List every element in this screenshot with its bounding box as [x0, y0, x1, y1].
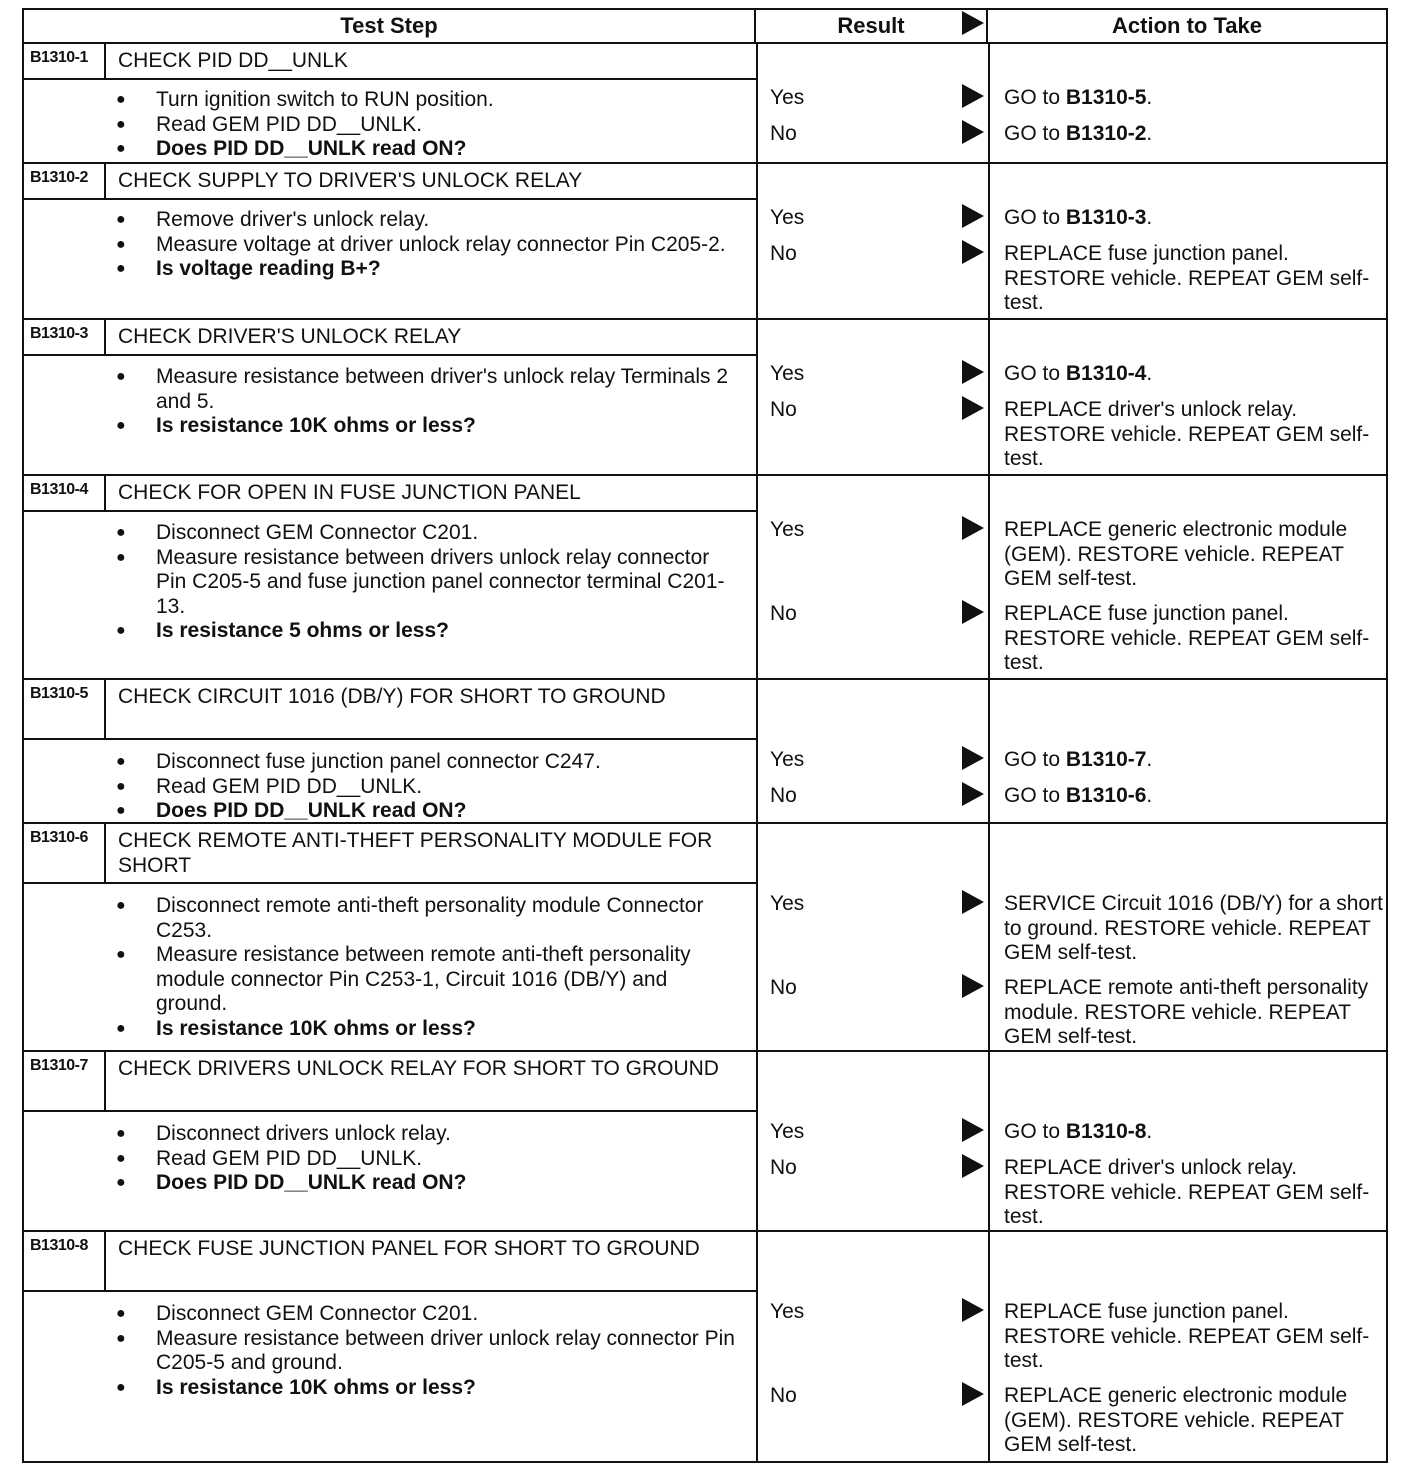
action-no — [1004, 1384, 1384, 1458]
action-suffix: . — [1146, 1120, 1153, 1143]
step-title: CHECK FUSE JUNCTION PANEL FOR SHORT TO GROUND — [118, 1237, 700, 1260]
step-row-b1310-3 — [22, 320, 1388, 476]
step-question: ● Is resistance 10K ohms or less? — [116, 1017, 736, 1042]
action-prefix: GO to — [1004, 748, 1066, 771]
instruction-item: ● Disconnect drivers unlock relay. — [116, 1122, 736, 1147]
instruction-item: ● Measure resistance between driver's unlock relay Terminals 2 and 5. — [116, 365, 736, 414]
header-arrow-icon — [962, 11, 984, 35]
action-no — [1004, 122, 1384, 147]
arrow-right-icon — [962, 746, 984, 770]
result-yes: Yes — [770, 86, 805, 109]
step-header — [24, 824, 756, 884]
action-yes — [1004, 518, 1384, 592]
result-no: No — [770, 122, 797, 145]
action-step-ref: B1310-2 — [1065, 122, 1147, 145]
result-cell — [758, 164, 990, 318]
instruction-item: ● Disconnect GEM Connector C201. — [116, 521, 736, 546]
action-text: REPLACE fuse junction panel. RESTORE vehicle. REPEAT GEM self-test. — [1004, 1300, 1370, 1372]
result-yes: Yes — [770, 518, 805, 541]
action-step-ref: B1310-8 — [1065, 1120, 1147, 1143]
step-id: B1310-5 — [24, 680, 106, 738]
result-no: No — [770, 784, 797, 807]
action-cell — [990, 1052, 1386, 1230]
arrow-right-icon — [962, 120, 984, 144]
result-no: No — [770, 1156, 797, 1179]
result-cell — [758, 320, 990, 474]
action-prefix: GO to — [1004, 206, 1066, 229]
action-step-ref: B1310-4 — [1065, 362, 1147, 385]
arrow-right-icon — [962, 396, 984, 420]
step-instructions — [116, 750, 736, 824]
instruction-item: ● Disconnect GEM Connector C201. — [116, 1302, 736, 1327]
result-no: No — [770, 976, 797, 999]
action-no — [1004, 1156, 1384, 1230]
test-step-cell — [24, 476, 758, 678]
step-instructions — [116, 1302, 736, 1400]
step-title: CHECK PID DD__UNLK — [118, 49, 348, 72]
step-question: ● Does PID DD__UNLK read ON? — [116, 137, 736, 162]
action-step-ref: B1310-3 — [1065, 206, 1147, 229]
action-cell — [990, 476, 1386, 678]
instruction-item: ● Measure resistance between driver unlock relay connector Pin C205-5 and ground. — [116, 1327, 736, 1376]
step-id: B1310-7 — [24, 1052, 106, 1110]
action-suffix: . — [1146, 122, 1153, 145]
action-yes — [1004, 86, 1384, 111]
step-question: ● Is resistance 5 ohms or less? — [116, 619, 736, 644]
test-step-cell — [24, 1052, 758, 1230]
step-row-b1310-2 — [22, 164, 1388, 320]
action-text: REPLACE generic electronic module (GEM). RESTORE vehicle. REPEAT GEM self-test. — [1004, 1384, 1348, 1456]
action-yes — [1004, 1120, 1384, 1145]
result-yes: Yes — [770, 362, 805, 385]
action-suffix: . — [1146, 206, 1153, 229]
action-text: REPLACE driver's unlock relay. RESTORE vehicle. REPEAT GEM self-test. — [1004, 1156, 1370, 1228]
action-suffix: . — [1146, 86, 1153, 109]
arrow-right-icon — [962, 204, 984, 228]
step-instructions — [116, 1122, 736, 1196]
step-title: CHECK SUPPLY TO DRIVER'S UNLOCK RELAY — [118, 169, 583, 192]
action-suffix: . — [1146, 784, 1153, 807]
action-text: REPLACE driver's unlock relay. RESTORE vehicle. REPEAT GEM self-test. — [1004, 398, 1370, 470]
result-no: No — [770, 242, 797, 265]
arrow-right-icon — [962, 974, 984, 998]
header-result-label: Result — [837, 13, 905, 38]
step-header — [24, 1052, 756, 1112]
arrow-right-icon — [962, 516, 984, 540]
result-yes: Yes — [770, 892, 805, 915]
instruction-item: ● Measure resistance between remote anti-theft personality module connector Pin C253-1, Circuit 1016 (DB/Y) and ground. — [116, 943, 736, 1017]
step-question: ● Is resistance 10K ohms or less? — [116, 1376, 736, 1401]
instruction-item: ● Read GEM PID DD__UNLK. — [116, 113, 736, 138]
result-yes: Yes — [770, 1300, 805, 1323]
step-id: B1310-6 — [24, 824, 106, 882]
step-id: B1310-8 — [24, 1232, 106, 1290]
action-cell — [990, 44, 1386, 162]
action-yes — [1004, 362, 1384, 387]
instruction-item: ● Read GEM PID DD__UNLK. — [116, 775, 736, 800]
action-prefix: GO to — [1004, 122, 1066, 145]
action-step-ref: B1310-6 — [1065, 784, 1147, 807]
action-step-ref: B1310-7 — [1065, 748, 1147, 771]
action-cell — [990, 164, 1386, 318]
step-title: CHECK CIRCUIT 1016 (DB/Y) FOR SHORT TO GROUND — [118, 685, 666, 708]
step-instructions — [116, 88, 736, 162]
arrow-right-icon — [962, 1382, 984, 1406]
action-no — [1004, 242, 1384, 316]
step-header — [24, 1232, 756, 1292]
action-no — [1004, 602, 1384, 676]
instruction-item: ● Disconnect remote anti-theft personality module Connector C253. — [116, 894, 736, 943]
action-prefix: GO to — [1004, 86, 1066, 109]
result-cell — [758, 44, 990, 162]
arrow-right-icon — [962, 782, 984, 806]
header-action: Action to Take — [988, 8, 1388, 44]
action-suffix: . — [1146, 362, 1153, 385]
step-instructions — [116, 521, 736, 644]
action-cell — [990, 824, 1386, 1050]
result-cell — [758, 680, 990, 822]
step-id: B1310-4 — [24, 476, 106, 510]
action-step-ref: B1310-5 — [1065, 86, 1147, 109]
action-no — [1004, 976, 1384, 1050]
step-question: ● Does PID DD__UNLK read ON? — [116, 1171, 736, 1196]
step-title: CHECK REMOTE ANTI-THEFT PERSONALITY MODULE FOR SHORT — [118, 829, 713, 877]
arrow-right-icon — [962, 890, 984, 914]
action-yes — [1004, 1300, 1384, 1374]
action-no — [1004, 784, 1384, 809]
step-question: ● Does PID DD__UNLK read ON? — [116, 799, 736, 824]
step-title: CHECK FOR OPEN IN FUSE JUNCTION PANEL — [118, 481, 581, 504]
result-no: No — [770, 1384, 797, 1407]
result-yes: Yes — [770, 206, 805, 229]
result-yes: Yes — [770, 1120, 805, 1143]
step-instructions — [116, 894, 736, 1041]
step-question: ● Is resistance 10K ohms or less? — [116, 414, 736, 439]
action-yes — [1004, 748, 1384, 773]
test-step-cell — [24, 44, 758, 162]
action-no — [1004, 398, 1384, 472]
step-row-b1310-7 — [22, 1052, 1388, 1232]
instruction-item: ● Remove driver's unlock relay. — [116, 208, 736, 233]
step-id: B1310-2 — [24, 164, 106, 198]
test-step-table — [22, 8, 1388, 1463]
arrow-right-icon — [962, 1298, 984, 1322]
step-row-b1310-4 — [22, 476, 1388, 680]
step-header — [24, 164, 756, 200]
arrow-right-icon — [962, 240, 984, 264]
step-id: B1310-1 — [24, 44, 106, 78]
action-text: REPLACE fuse junction panel. RESTORE vehicle. REPEAT GEM self-test. — [1004, 602, 1370, 674]
step-header — [24, 320, 756, 356]
action-text: SERVICE Circuit 1016 (DB/Y) for a short to ground. RESTORE vehicle. REPEAT GEM self-test. — [1004, 892, 1383, 964]
action-yes — [1004, 206, 1384, 231]
arrow-right-icon — [962, 1154, 984, 1178]
step-header — [24, 680, 756, 740]
step-instructions — [116, 208, 736, 282]
step-title: CHECK DRIVERS UNLOCK RELAY FOR SHORT TO GROUND — [118, 1057, 719, 1080]
action-prefix: GO to — [1004, 1120, 1066, 1143]
step-title: CHECK DRIVER'S UNLOCK RELAY — [118, 325, 462, 348]
step-header — [24, 44, 756, 80]
result-no: No — [770, 602, 797, 625]
action-text: REPLACE generic electronic module (GEM). RESTORE vehicle. REPEAT GEM self-test. — [1004, 518, 1348, 590]
action-prefix: GO to — [1004, 362, 1066, 385]
action-text: REPLACE fuse junction panel. RESTORE vehicle. REPEAT GEM self-test. — [1004, 242, 1370, 314]
result-cell — [758, 824, 990, 1050]
test-step-cell — [24, 824, 758, 1050]
step-instructions — [116, 365, 736, 439]
result-cell — [758, 1232, 990, 1461]
step-header — [24, 476, 756, 512]
arrow-right-icon — [962, 360, 984, 384]
step-id: B1310-3 — [24, 320, 106, 354]
instruction-item: ● Disconnect fuse junction panel connector C247. — [116, 750, 736, 775]
result-yes: Yes — [770, 748, 805, 771]
action-prefix: GO to — [1004, 784, 1066, 807]
instruction-item: ● Measure voltage at driver unlock relay connector Pin C205-2. — [116, 233, 736, 258]
test-step-cell — [24, 320, 758, 474]
header-test-step: Test Step — [22, 8, 756, 44]
action-cell — [990, 1232, 1386, 1461]
arrow-right-icon — [962, 600, 984, 624]
step-row-b1310-5 — [22, 680, 1388, 824]
arrow-right-icon — [962, 84, 984, 108]
instruction-item: ● Turn ignition switch to RUN position. — [116, 88, 736, 113]
action-cell — [990, 320, 1386, 474]
arrow-right-icon — [962, 1118, 984, 1142]
result-no: No — [770, 398, 797, 421]
step-row-b1310-8 — [22, 1232, 1388, 1463]
test-step-cell — [24, 1232, 758, 1461]
action-suffix: . — [1146, 748, 1153, 771]
action-text: REPLACE remote anti-theft personality module. RESTORE vehicle. REPEAT GEM self-test. — [1004, 976, 1369, 1048]
result-cell — [758, 476, 990, 678]
test-step-cell — [24, 164, 758, 318]
action-cell — [990, 680, 1386, 822]
instruction-item: ● Measure resistance between drivers unlock relay connector Pin C205-5 and fuse junction panel connector terminal C201-13. — [116, 546, 736, 620]
step-question: ● Is voltage reading B+? — [116, 257, 736, 282]
result-cell — [758, 1052, 990, 1230]
test-step-cell — [24, 680, 758, 822]
instruction-item: ● Read GEM PID DD__UNLK. — [116, 1147, 736, 1172]
action-yes — [1004, 892, 1384, 966]
header-result — [756, 8, 988, 44]
step-row-b1310-6 — [22, 824, 1388, 1052]
step-row-b1310-1 — [22, 44, 1388, 164]
